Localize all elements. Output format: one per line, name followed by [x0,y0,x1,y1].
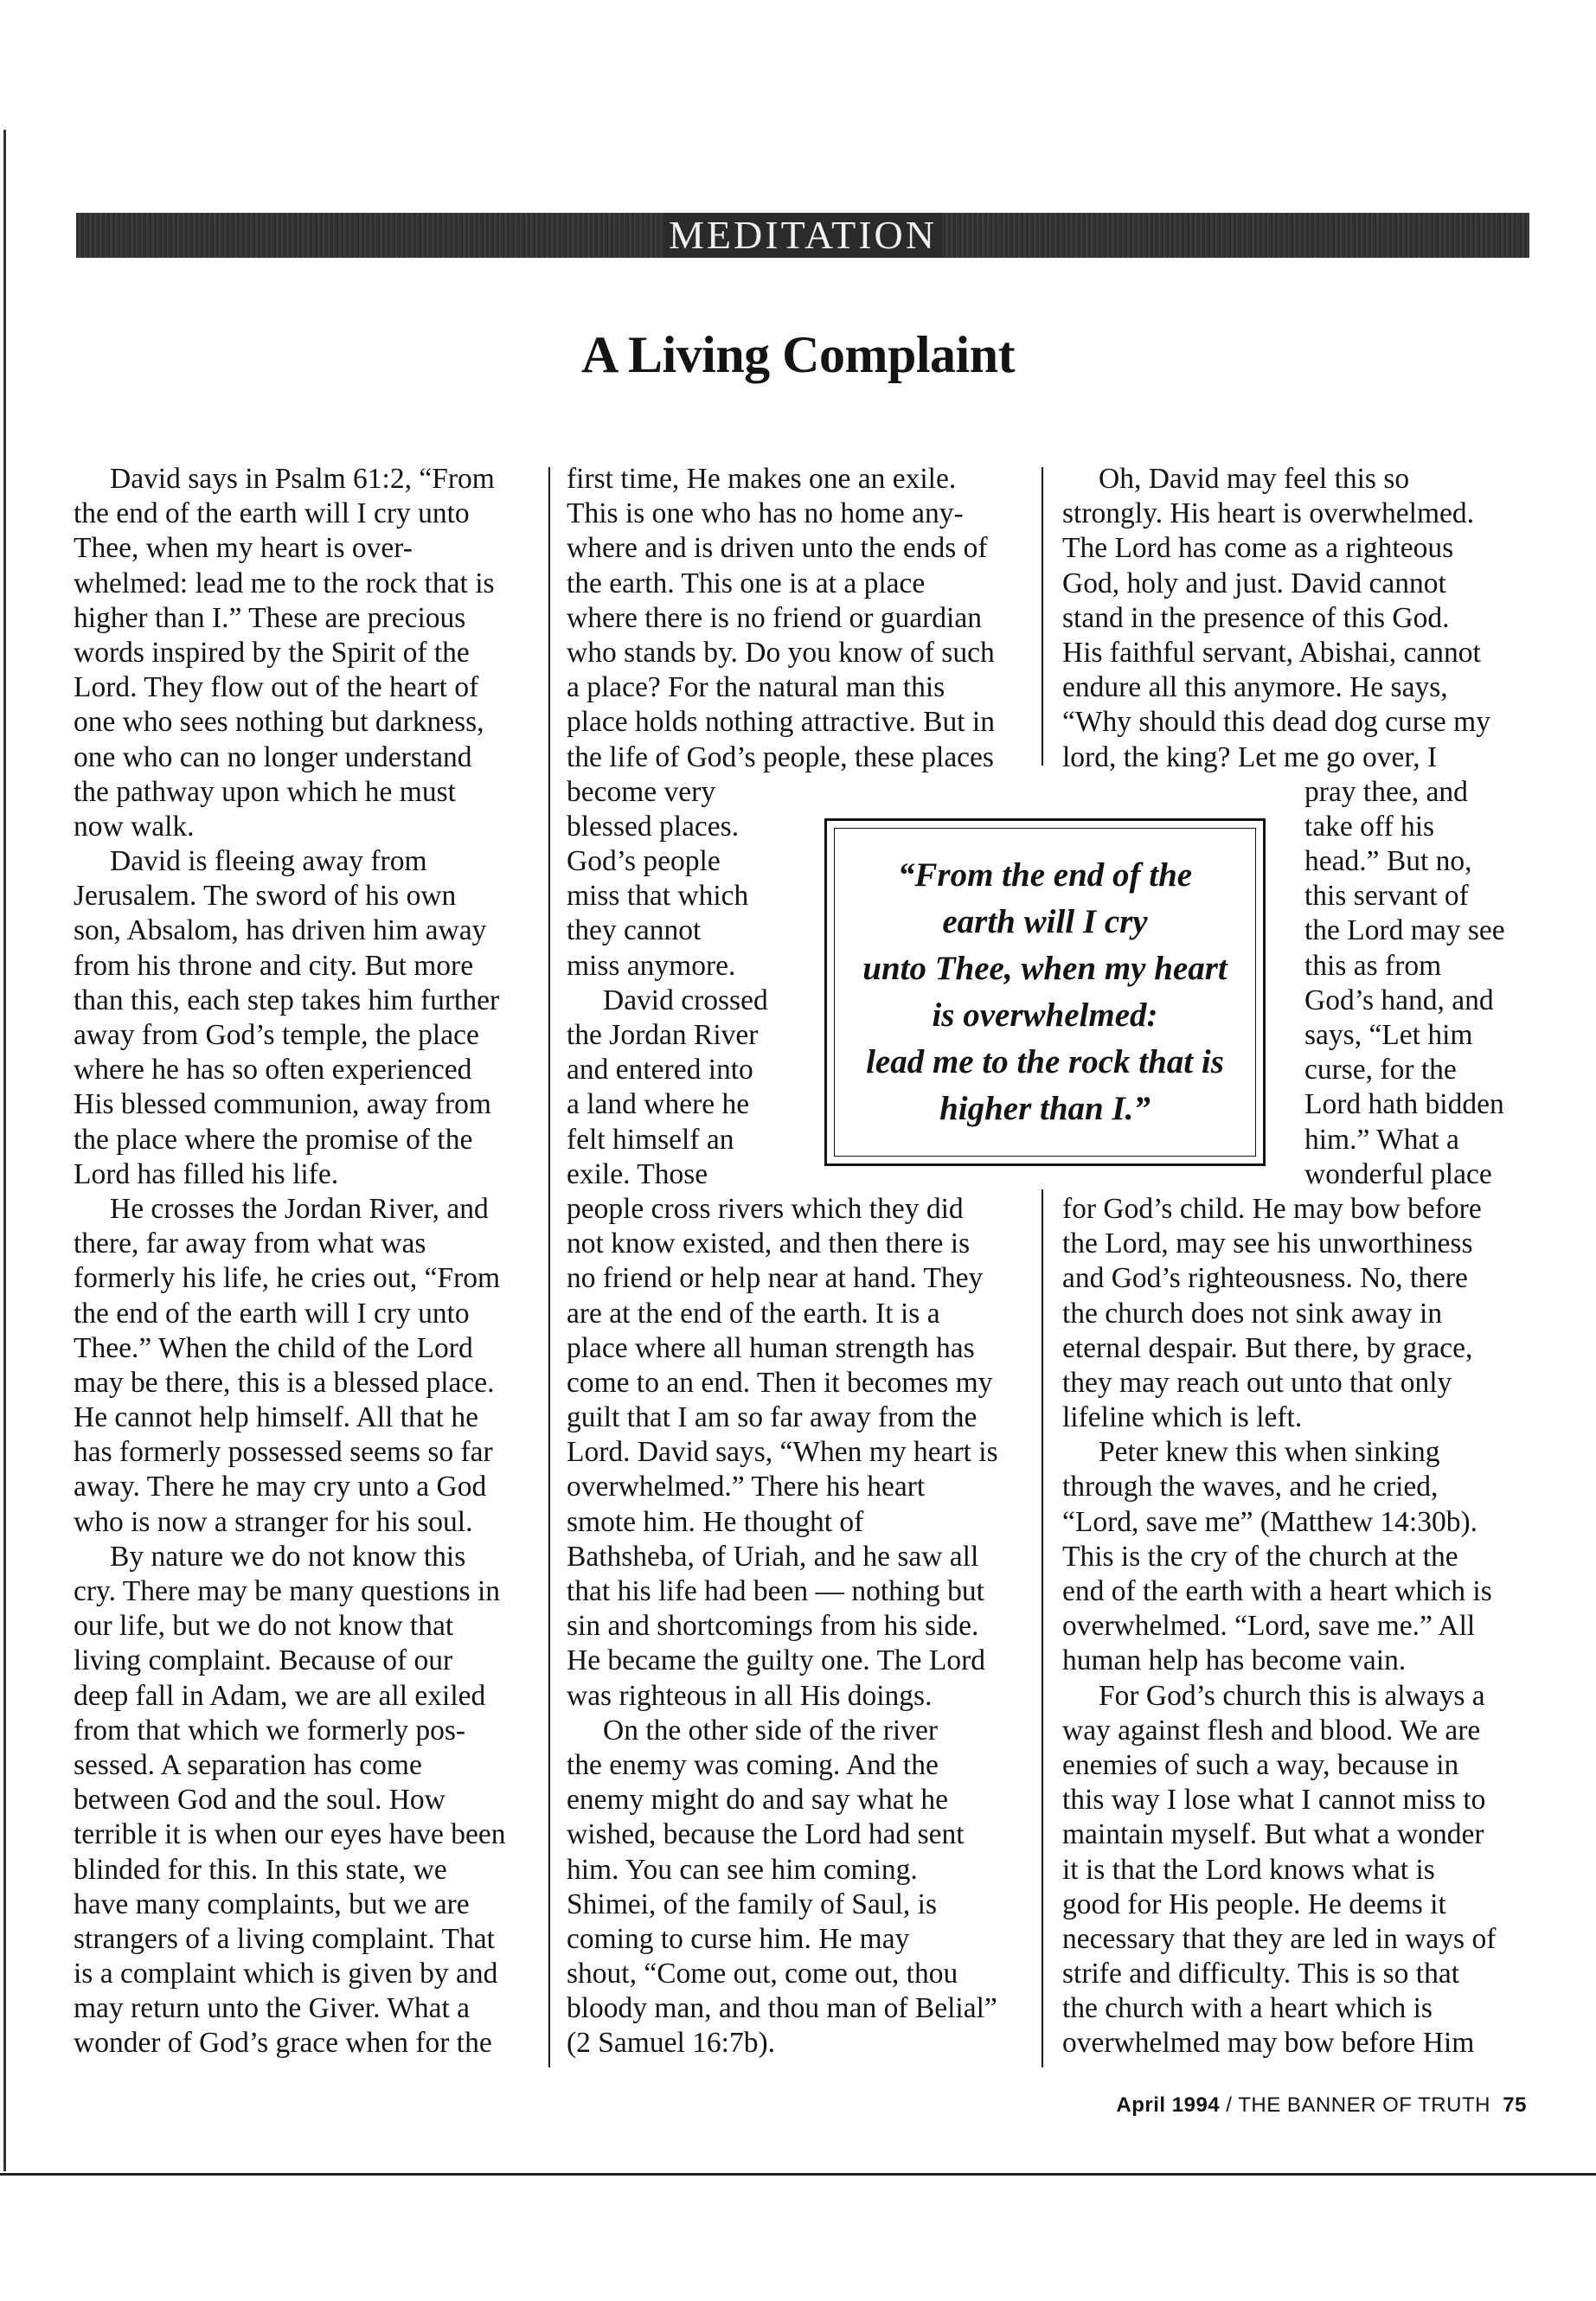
text-line: come to an end. Then it becomes my [567,1366,993,1399]
text-line: David crossed [603,984,768,1016]
text-line: from that which we formerly pos- [74,1714,466,1747]
text-line: pray thee, and [1304,775,1468,808]
page-footer [1116,2093,1527,2118]
text-line: may return unto the Giver. What a [74,1992,471,2025]
text-line: (2 Samuel 16:7b). [567,2027,775,2060]
text-line: where he has so often experienced [74,1054,472,1086]
text-line: where there is no friend or guardian [567,601,982,634]
text-line: this way I lose what I cannot miss to [1062,1784,1486,1817]
footer-publication: THE BANNER OF TRUTH [1238,2093,1490,2117]
text-line: says, “Let him [1304,1019,1473,1051]
text-line: this servant of [1304,880,1469,913]
text-line: strangers of a living complaint. That [74,1922,495,1955]
text-line: wished, because the Lord had sent [567,1818,965,1851]
pull-quote-line: “From the end of the [897,856,1193,894]
text-line: “Why should this dead dog curse my [1062,706,1490,739]
text-line: terrible it is when our eyes have been [74,1818,506,1851]
section-banner [76,213,1529,258]
text-line: our life, but we do not know that [74,1610,454,1643]
text-line: has formerly possessed seems so far [74,1436,493,1469]
page-edge-bottom [0,2173,1596,2176]
pull-quote [834,828,1256,1157]
pull-quote-line: lead me to the rock that is [866,1043,1224,1080]
text-line: the life of God’s people, these places [567,740,994,773]
text-line: they may reach out unto that only [1062,1366,1452,1399]
text-line: son, Absalom, has driven him away [74,914,487,947]
text-line: sessed. A separation has come [74,1748,422,1781]
text-line: way against flesh and blood. We are [1062,1714,1481,1747]
text-line: For God’s church this is always a [1099,1679,1485,1712]
page-edge-left [3,130,6,2171]
text-line: him.” What a [1304,1123,1459,1156]
text-line: wonder of God’s grace when for the [74,2027,492,2060]
text-line: this as from [1304,949,1442,982]
text-line: the church does not sink away in [1062,1297,1443,1330]
text-line: place where all human strength has [567,1331,975,1364]
text-line: than this, each step takes him further [74,984,500,1016]
text-line: blinded for this. In this state, we [74,1853,447,1886]
text-line: and entered into [567,1054,753,1086]
text-line: a place? For the natural man this [567,671,945,704]
text-line: the Jordan River [567,1019,759,1051]
text-line: a land where he [567,1088,750,1121]
text-line: endure all this anymore. He says, [1062,671,1448,704]
text-line: Oh, David may feel this so [1099,463,1410,495]
text-line: the Lord may see [1304,914,1505,947]
text-line: the place where the promise of the [74,1123,473,1156]
text-line: necessary that they are led in ways of [1062,1922,1497,1955]
text-line: was righteous in all His doings. [567,1679,933,1712]
text-line: stand in the presence of this God. [1062,601,1450,634]
text-line: Lord hath bidden [1304,1088,1504,1121]
text-line: Shimei, of the family of Saul, is [567,1888,938,1920]
text-line: the church with a heart which is [1062,1992,1433,2025]
column-middle [567,462,998,2061]
text-line: and God’s righteousness. No, there [1062,1262,1468,1295]
text-line: that his life had been — nothing but [567,1575,984,1607]
text-line: who stands by. Do you know of such [567,636,995,669]
text-line: the enemy was coming. And the [567,1748,939,1781]
text-line: guilt that I am so far away from the [567,1401,977,1434]
text-line: This is the cry of the church at the [1062,1540,1458,1573]
text-line: are at the end of the earth. It is a [567,1297,940,1330]
pull-quote-line: earth will I cry [942,903,1148,940]
text-line: lord, the king? Let me go over, I [1062,740,1438,773]
text-line: He crosses the Jordan River, and [110,1192,489,1225]
text-line: God’s hand, and [1304,984,1494,1016]
pull-quote-line: unto Thee, when my heart [862,950,1227,987]
text-line: head.” But no, [1304,845,1472,878]
text-line: where and is driven unto the ends of [567,532,988,565]
text-line: By nature we do not know this [110,1540,466,1573]
section-banner-label: MEDITATION [663,213,942,258]
text-line: for God’s child. He may bow before [1062,1192,1482,1225]
text-line: overwhelmed.” There his heart [567,1471,926,1503]
text-line: now walk. [74,810,195,843]
text-line: overwhelmed may bow before Him [1062,2027,1475,2060]
text-line: Lord has filled his life. [74,1157,339,1190]
text-line: cry. There may be many questions in [74,1575,501,1607]
text-line: The Lord has come as a righteous [1062,532,1454,565]
column-divider [1042,467,1043,766]
text-line: first time, He makes one an exile. [567,463,957,495]
text-line: the end of the earth will I cry unto [74,1297,470,1330]
text-line: the end of the earth will I cry unto [74,497,470,530]
pull-quote-line: is overwhelmed: [932,997,1158,1034]
text-line: shout, “Come out, come out, thou [567,1958,958,1990]
text-line: take off his [1304,810,1435,843]
text-line: have many complaints, but we are [74,1888,470,1920]
text-line: not know existed, and then there is [567,1227,971,1260]
text-line: lifeline which is left. [1062,1401,1303,1434]
text-line: one who sees nothing but darkness, [74,706,484,739]
text-line: the Lord, may see his unworthiness [1062,1227,1473,1260]
footer-page-number: 75 [1503,2093,1527,2117]
text-line: from his throne and city. But more [74,949,474,982]
text-line: people cross rivers which they did [567,1192,964,1225]
text-line: This is one who has no home any- [567,497,964,530]
text-line: whelmed: lead me to the rock that is [74,567,495,599]
footer-date: April 1994 [1116,2093,1221,2117]
text-line: strongly. His heart is overwhelmed. [1062,497,1475,530]
text-line: end of the earth with a heart which is [1062,1575,1492,1607]
text-line: between God and the soul. How [74,1784,445,1817]
text-line: words inspired by the Spirit of the [74,636,470,669]
text-line: higher than I.” These are precious [74,601,466,634]
text-line: strife and difficulty. This is so that [1062,1958,1460,1990]
text-line: they cannot [567,914,702,947]
text-line: On the other side of the river [603,1714,938,1747]
text-line: it is that the Lord knows what is [1062,1853,1435,1886]
text-line: good for His people. He deems it [1062,1888,1446,1920]
text-line: away. There he may cry unto a God [74,1471,487,1503]
text-line: Lord. David says, “When my heart is [567,1436,998,1469]
text-line: felt himself an [567,1123,734,1156]
text-line: overwhelmed. “Lord, save me.” All [1062,1610,1476,1643]
text-line: enemy might do and say what he [567,1784,948,1817]
column-left [74,462,506,2061]
text-line: Thee.” When the child of the Lord [74,1331,473,1364]
text-line: exile. Those [567,1157,708,1190]
text-line: one who can no longer understand [74,740,472,773]
text-line: the earth. This one is at a place [567,567,926,599]
text-line: place holds nothing attractive. But in [567,706,995,739]
text-line: David says in Psalm 61:2, “From [110,463,495,495]
text-line: Jerusalem. The sword of his own [74,880,457,913]
text-line: “Lord, save me” (Matthew 14:30b). [1062,1505,1478,1538]
text-line: Lord. They flow out of the heart of [74,671,479,704]
text-line: enemies of such a way, because in [1062,1748,1459,1781]
column-divider [548,467,550,2067]
text-line: Peter knew this when sinking [1099,1436,1440,1469]
text-line: blessed places. [567,810,740,843]
text-line: maintain myself. But what a wonder [1062,1818,1484,1851]
text-line: who is now a stranger for his soul. [74,1505,473,1538]
column-right [1062,462,1505,2061]
text-line: David is fleeing away from [110,845,427,878]
text-line: deep fall in Adam, we are all exiled [74,1679,486,1712]
article-title: A Living Complaint [580,326,1016,383]
column-divider [1042,1189,1043,2067]
text-line: His faithful servant, Abishai, cannot [1062,636,1481,669]
text-line: is a complaint which is given by and [74,1958,498,1990]
text-line: through the waves, and he cried, [1062,1471,1439,1503]
text-line: may be there, this is a blessed place. [74,1366,495,1399]
text-line: there, far away from what was [74,1227,426,1260]
text-line: miss anymore. [567,949,736,982]
text-line: the pathway upon which he must [74,775,456,808]
text-line: He cannot help himself. All that he [74,1401,478,1434]
text-line: human help has become vain. [1062,1644,1407,1677]
text-line: formerly his life, he cries out, “From [74,1262,501,1295]
text-line: living complaint. Because of our [74,1644,453,1677]
text-line: curse, for the [1304,1054,1457,1086]
text-line: smote him. He thought of [567,1505,864,1538]
footer-separator: / [1220,2093,1239,2117]
text-line: coming to curse him. He may [567,1922,910,1955]
text-line: no friend or help near at hand. They [567,1262,984,1295]
text-line: him. You can see him coming. [567,1853,918,1886]
text-line: away from God’s temple, the place [74,1019,479,1051]
text-line: He became the guilty one. The Lord [567,1644,986,1677]
text-line: God, holy and just. David cannot [1062,567,1446,599]
text-line: eternal despair. But there, by grace, [1062,1331,1473,1364]
text-line: Thee, when my heart is over- [74,532,413,565]
text-line: bloody man, and thou man of Belial” [567,1992,997,2025]
pull-quote-box [824,818,1266,1166]
text-line: become very [567,775,716,808]
pull-quote-line: higher than I.” [939,1090,1151,1127]
text-line: sin and shortcomings from his side. [567,1610,979,1643]
text-line: miss that which [567,880,749,913]
text-line: His blessed communion, away from [74,1088,491,1121]
text-line: wonderful place [1304,1157,1492,1190]
text-line: Bathsheba, of Uriah, and he saw all [567,1540,979,1573]
text-line: God’s people [567,845,721,878]
